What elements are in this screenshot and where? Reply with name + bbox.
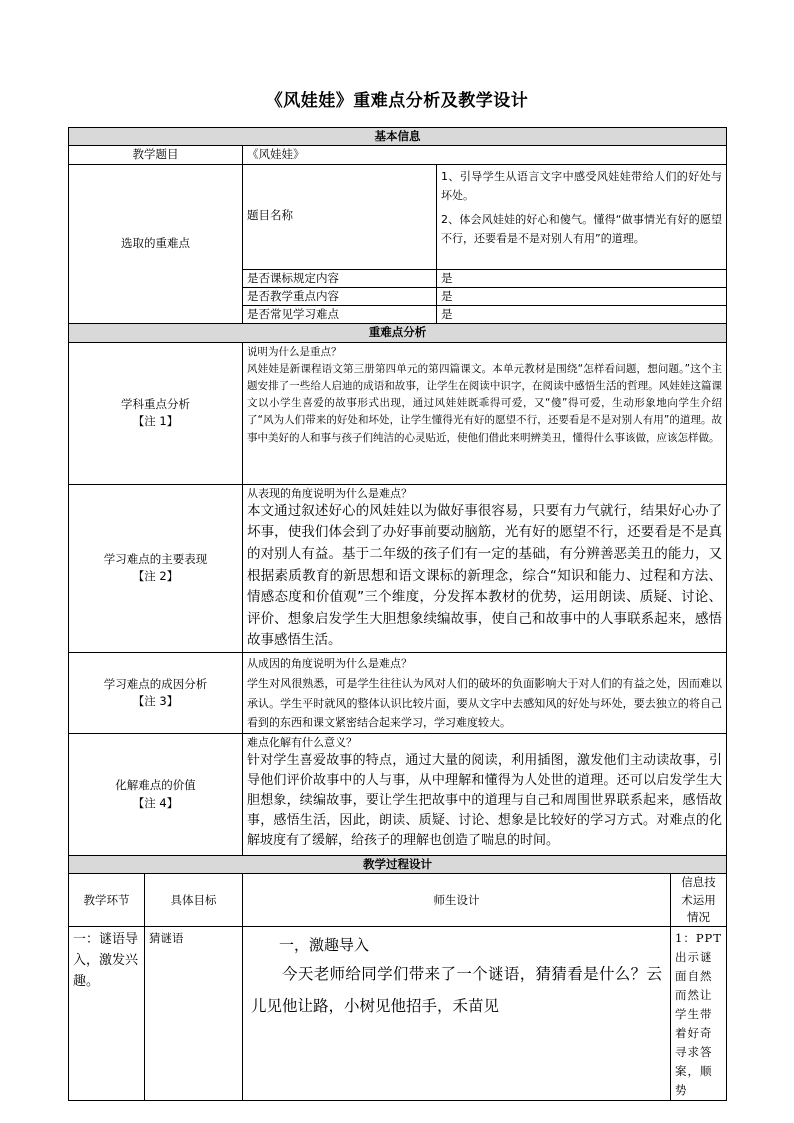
- note-2: 【注 2】: [132, 569, 179, 584]
- note-3: 【注 3】: [132, 694, 179, 709]
- criteria-label-2: 是否教学重点内容: [243, 287, 437, 305]
- analysis-question-1: 说明为什么是重点？: [247, 345, 342, 358]
- analysis-content-3: [243, 653, 727, 734]
- criteria-label-1: 是否课标规定内容: [243, 269, 437, 287]
- process-design: [243, 927, 671, 1101]
- analysis-content-4: [243, 734, 727, 856]
- note-4: 【注 4】: [132, 795, 179, 810]
- section-header-basic: 基本信息: [69, 128, 727, 146]
- note-1: 【注 1】: [132, 414, 179, 428]
- analysis-content-2: [243, 484, 727, 653]
- criteria-value-1: 是: [437, 269, 727, 287]
- design-heading: 一，激趣导入: [279, 936, 370, 955]
- focus-label: 选取的重难点: [69, 164, 243, 324]
- analysis-question-2: 从表现的角度说明为什么是难点？: [247, 486, 412, 500]
- process-stage: 一：谜语导入，激发兴趣。: [69, 927, 145, 1101]
- col-header-goal: 具体目标: [145, 874, 243, 927]
- main-table: [68, 127, 726, 1101]
- topic-label: 教学题目: [69, 146, 243, 164]
- process-tech: 1：PPT出示谜面自然而然让学生带着好奇寻求答案，顺势: [671, 927, 727, 1101]
- section-header-process: 教学过程设计: [69, 856, 727, 874]
- analysis-label-3: 学习难点的成因分析 【注 3】: [69, 653, 243, 734]
- analysis-text-1: 风娃娃是新课程语文第三册第四单元的第四篇课文。本单元教材是围绕“怎样看问题，想问题。”这个主题安排了一些给人启迪的成语和故事，让学生在阅读中识字，在阅读中感悟生活的哲理。风娃娃这篇课文以小学生喜爱的故事形式出现，通过风娃娃既乖得可爱，又“傻”得可爱，生动形象地向学生介绍了“风为人们带来的好处和坏处，让学生懂得光有好的愿望不行，还要看是不是对别人有用”的道理。故事中美好的人和事与孩子们纯洁的心灵贴近，使他们借此来明辨美丑，懂得什么事该做，应该怎样做。: [247, 362, 723, 444]
- analysis-label-2: 学习难点的主要表现 【注 2】: [69, 484, 243, 653]
- analysis-text-2: 本文通过叙述好心的风娃娃以为做好事很容易，只要有力气就行，结果好心办了坏事，使我们体会到了办好事前要动脑筋，光有好的愿望不行，还要看是不是真的对别人有益。基于二年级的孩子们有一定的基础，有分辨善恶美丑的能力，又根据素质教育的新思想和语文课标的新理念，综合“知识和能力、过程和方法、情感态度和价值观”三个维度，分发挥本教材的优势，运用朗读、质疑、讨论、评价、想象启发学生大胆想象续编故事，使自己和故事中的人事联系起来，感悟故事感悟生活。: [247, 502, 723, 649]
- design-text: 今天老师给同学们带来了一个谜语，猜猜看是什么？云儿见他让路，小树见他招手，禾苗见: [251, 965, 662, 1015]
- analysis-content-1: [243, 342, 727, 484]
- analysis-question-3: 从成因的角度说明为什么是难点？: [247, 657, 412, 671]
- analysis-label-4: 化解难点的价值 【注 4】: [69, 734, 243, 856]
- topic-value: 《风娃娃》: [243, 146, 727, 164]
- analysis-question-4: 难点化解有什么意义？: [247, 736, 357, 750]
- criteria-value-2: 是: [437, 287, 727, 305]
- criteria-label-3: 是否常见学习难点: [243, 306, 437, 324]
- col-header-design: 师生设计: [243, 874, 671, 927]
- analysis-text-4: 针对学生喜爱故事的特点，通过大量的阅读，利用插图，激发他们主动读故事，引导他们评价故事中的人与事，从中理解和懂得为人处世的道理。还可以启发学生大胆想象，续编故事，要让学生把故事中的道理与自己和周围世界联系起来，感悟故事，感悟生活，因此，朗读、质疑、讨论、想象是比较好的学习方式。对难点的化解坡度有了缓解，给孩子的理解也创造了喘息的时间。: [247, 752, 723, 849]
- focus-point-2: 2、体会风娃娃的好心和傻气。懂得“做事情光有好的愿望不行，还要看是不是对别人有用”的道理。: [441, 213, 723, 246]
- criteria-value-3: 是: [437, 306, 727, 324]
- document-title: 《风娃娃》重难点分析及教学设计: [265, 91, 529, 111]
- col-header-tech: 信息技术运用情况: [671, 874, 727, 927]
- col-header-stage: 教学环节: [69, 874, 145, 927]
- process-goal: 猜谜语: [145, 927, 243, 1101]
- focus-point-1: 1、引导学生从语言文字中感受风娃娃带给人们的好处与坏处。: [441, 169, 723, 202]
- section-header-analysis: 重难点分析: [69, 324, 727, 342]
- focus-points: [437, 164, 727, 269]
- analysis-text-3: 学生对风很熟悉，可是学生往往认为风对人们的破坏的负面影响大于对人们的有益之处，因而难以承认。学生平时就风的整体认识比较片面，要从文字中去感知风的好处与坏处，要去独立的将自己看到的东西和课文紧密结合起来学习，学习难度较大。: [247, 676, 723, 730]
- analysis-label-1: 学科重点分析 【注 1】: [69, 342, 243, 484]
- name-label: 题目名称: [243, 164, 437, 269]
